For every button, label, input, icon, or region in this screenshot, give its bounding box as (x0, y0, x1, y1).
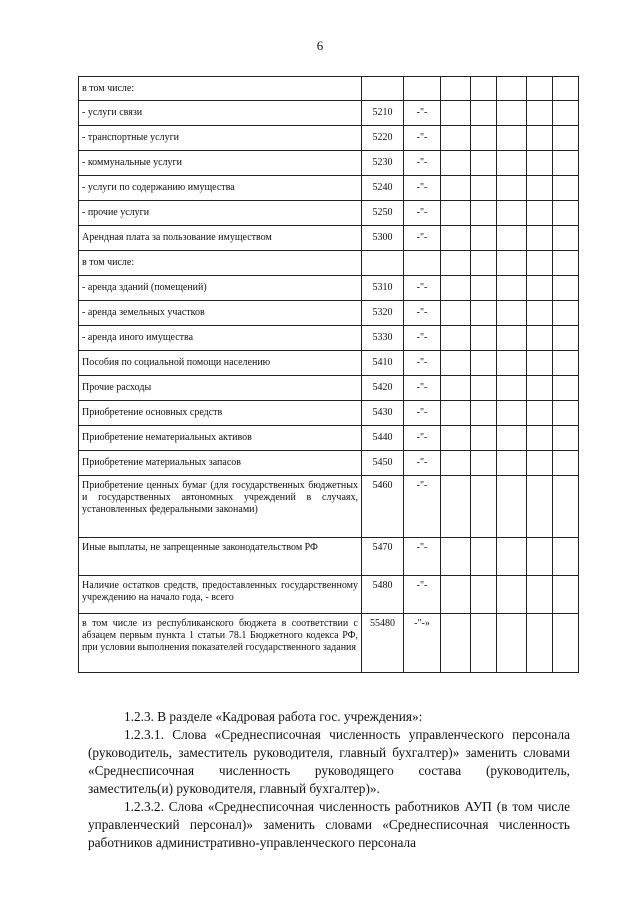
row-name: в том числе: (79, 77, 362, 101)
row-code: 55480 (362, 614, 404, 673)
empty-cell (527, 126, 553, 151)
empty-cell (497, 401, 527, 426)
empty-cell (527, 426, 553, 451)
row-code (362, 251, 404, 276)
table-row (79, 251, 579, 276)
empty-cell (471, 226, 497, 251)
empty-cell (471, 576, 497, 614)
empty-cell (471, 151, 497, 176)
empty-cell (441, 576, 471, 614)
empty-cell (553, 126, 579, 151)
row-unit: -"- (404, 538, 441, 576)
row-name: Пособия по социальной помощи населению (79, 351, 362, 376)
empty-cell (497, 351, 527, 376)
row-name: - аренда зданий (помещений) (79, 276, 362, 301)
row-unit: -"- (404, 576, 441, 614)
empty-cell (441, 176, 471, 201)
empty-cell (471, 251, 497, 276)
empty-cell (553, 451, 579, 476)
empty-cell (441, 226, 471, 251)
empty-cell (497, 176, 527, 201)
empty-cell (471, 376, 497, 401)
empty-cell (471, 426, 497, 451)
empty-cell (553, 351, 579, 376)
empty-cell (471, 326, 497, 351)
row-unit: -"- (404, 326, 441, 351)
table-row (79, 151, 579, 176)
table-row (79, 426, 579, 451)
row-unit: -"- (404, 476, 441, 538)
empty-cell (497, 201, 527, 226)
empty-cell (497, 101, 527, 126)
empty-cell (497, 301, 527, 326)
row-code: 5330 (362, 326, 404, 351)
empty-cell (527, 614, 553, 673)
row-name: - транспортные услуги (79, 126, 362, 151)
empty-cell (497, 451, 527, 476)
row-code: 5430 (362, 401, 404, 426)
empty-cell (527, 376, 553, 401)
empty-cell (441, 538, 471, 576)
row-code: 5420 (362, 376, 404, 401)
table-row (79, 226, 579, 251)
empty-cell (471, 351, 497, 376)
row-unit (404, 251, 441, 276)
empty-cell (553, 426, 579, 451)
empty-cell (553, 301, 579, 326)
row-unit: -"- (404, 451, 441, 476)
empty-cell (527, 476, 553, 538)
row-unit: -"- (404, 176, 441, 201)
empty-cell (553, 251, 579, 276)
table-row (79, 351, 579, 376)
empty-cell (471, 176, 497, 201)
row-name: Приобретение нематериальных активов (79, 426, 362, 451)
empty-cell (497, 77, 527, 101)
empty-cell (471, 101, 497, 126)
paragraph: 1.2.3.2. Слова «Среднесписочная численность работников АУП (в том числе управленческий персонал)» заменить словами «Среднесписочная численность работников административно-управленческого персонала (88, 799, 570, 850)
row-name: Прочие расходы (79, 376, 362, 401)
table-row (79, 376, 579, 401)
row-code: 5300 (362, 226, 404, 251)
empty-cell (527, 576, 553, 614)
empty-cell (471, 451, 497, 476)
row-name: - аренда иного имущества (79, 326, 362, 351)
row-name: Приобретение материальных запасов (79, 451, 362, 476)
empty-cell (553, 77, 579, 101)
empty-cell (527, 401, 553, 426)
empty-cell (527, 301, 553, 326)
row-unit: -"- (404, 201, 441, 226)
empty-cell (471, 476, 497, 538)
empty-cell (527, 538, 553, 576)
empty-cell (441, 614, 471, 673)
table-row (79, 401, 579, 426)
table-row (79, 201, 579, 226)
row-unit: -"- (404, 226, 441, 251)
row-code (362, 77, 404, 101)
row-code: 5230 (362, 151, 404, 176)
row-unit (404, 77, 441, 101)
body-text (88, 708, 570, 852)
empty-cell (497, 276, 527, 301)
row-code: 5320 (362, 301, 404, 326)
empty-cell (471, 614, 497, 673)
empty-cell (497, 576, 527, 614)
table-row (79, 576, 579, 614)
row-code: 5240 (362, 176, 404, 201)
empty-cell (497, 326, 527, 351)
row-unit: -"- (404, 301, 441, 326)
empty-cell (553, 326, 579, 351)
table-row (79, 276, 579, 301)
empty-cell (441, 401, 471, 426)
row-code: 5480 (362, 576, 404, 614)
empty-cell (553, 476, 579, 538)
row-name: Арендная плата за пользование имуществом (79, 226, 362, 251)
empty-cell (471, 301, 497, 326)
empty-cell (441, 126, 471, 151)
budget-table (78, 76, 579, 673)
row-name: - коммунальные услуги (79, 151, 362, 176)
empty-cell (553, 101, 579, 126)
row-name: - аренда земельных участков (79, 301, 362, 326)
empty-cell (497, 614, 527, 673)
row-unit: -"- (404, 426, 441, 451)
row-code: 5220 (362, 126, 404, 151)
empty-cell (527, 276, 553, 301)
row-name: - прочие услуги (79, 201, 362, 226)
empty-cell (441, 476, 471, 538)
empty-cell (471, 538, 497, 576)
table-row (79, 126, 579, 151)
row-unit: -"- (404, 276, 441, 301)
table-row (79, 538, 579, 576)
page-number: 6 (316, 38, 324, 53)
empty-cell (441, 77, 471, 101)
table-row (79, 101, 579, 126)
empty-cell (553, 401, 579, 426)
empty-cell (497, 538, 527, 576)
empty-cell (471, 401, 497, 426)
row-code: 5310 (362, 276, 404, 301)
empty-cell (497, 426, 527, 451)
empty-cell (553, 538, 579, 576)
row-code: 5410 (362, 351, 404, 376)
paragraph: 1.2.3.1. Слова «Среднесписочная численность управленческого персонала (руководитель, заместитель руководителя, главный бухгалтер)» заменить словами «Среднесписочная численность руководящего состава (руководитель, заместитель(и) руководителя, главный бухгалтер)». (88, 727, 570, 796)
empty-cell (441, 301, 471, 326)
empty-cell (441, 201, 471, 226)
empty-cell (527, 77, 553, 101)
empty-cell (527, 351, 553, 376)
empty-cell (441, 101, 471, 126)
empty-cell (527, 451, 553, 476)
table-row (79, 476, 579, 538)
empty-cell (527, 201, 553, 226)
empty-cell (441, 451, 471, 476)
table-row (79, 301, 579, 326)
row-name: - услуги связи (79, 101, 362, 126)
empty-cell (553, 151, 579, 176)
empty-cell (441, 251, 471, 276)
row-unit: -"- (404, 401, 441, 426)
empty-cell (441, 151, 471, 176)
row-name: Приобретение ценных бумаг (для государственных бюджетных и государственных автономных учреждений в случаях, установленных федеральными законами) (79, 476, 362, 538)
empty-cell (527, 251, 553, 276)
row-code: 5250 (362, 201, 404, 226)
row-name: в том числе: (79, 251, 362, 276)
row-unit: -"- (404, 376, 441, 401)
row-code: 5450 (362, 451, 404, 476)
row-name: Иные выплаты, не запрещенные законодательством РФ (79, 538, 362, 576)
empty-cell (553, 614, 579, 673)
empty-cell (527, 101, 553, 126)
empty-cell (471, 126, 497, 151)
empty-cell (527, 226, 553, 251)
empty-cell (553, 376, 579, 401)
empty-cell (497, 151, 527, 176)
table-row (79, 614, 579, 673)
empty-cell (553, 276, 579, 301)
empty-cell (441, 376, 471, 401)
row-unit: -"- (404, 126, 441, 151)
empty-cell (441, 351, 471, 376)
row-name: - услуги по содержанию имущества (79, 176, 362, 201)
empty-cell (471, 77, 497, 101)
row-unit: -"- (404, 351, 441, 376)
row-unit: -"- (404, 151, 441, 176)
empty-cell (471, 201, 497, 226)
row-name: Наличие остатков средств, предоставленных государственному учреждению на начало года, - всего (79, 576, 362, 614)
row-code: 5470 (362, 538, 404, 576)
table-row (79, 326, 579, 351)
empty-cell (553, 226, 579, 251)
row-code: 5210 (362, 101, 404, 126)
table-row (79, 77, 579, 101)
paragraph: 1.2.3. В разделе «Кадровая работа гос. учреждения»: (124, 709, 423, 724)
empty-cell (441, 326, 471, 351)
empty-cell (553, 576, 579, 614)
empty-cell (441, 426, 471, 451)
empty-cell (497, 476, 527, 538)
row-name: Приобретение основных средств (79, 401, 362, 426)
row-unit: -"- (404, 101, 441, 126)
empty-cell (553, 176, 579, 201)
empty-cell (471, 276, 497, 301)
empty-cell (527, 151, 553, 176)
empty-cell (553, 201, 579, 226)
row-code: 5440 (362, 426, 404, 451)
empty-cell (527, 176, 553, 201)
empty-cell (497, 126, 527, 151)
empty-cell (441, 276, 471, 301)
table-row (79, 176, 579, 201)
table-row (79, 451, 579, 476)
row-unit: -"-» (404, 614, 441, 673)
empty-cell (497, 376, 527, 401)
empty-cell (527, 326, 553, 351)
empty-cell (497, 226, 527, 251)
empty-cell (497, 251, 527, 276)
row-name: в том числе из республиканского бюджета в соответствии с абзацем первым пункта 1 статьи 78.1 Бюджетного кодекса РФ, при условии выполнения показателей государственного задания (79, 614, 362, 673)
row-code: 5460 (362, 476, 404, 538)
